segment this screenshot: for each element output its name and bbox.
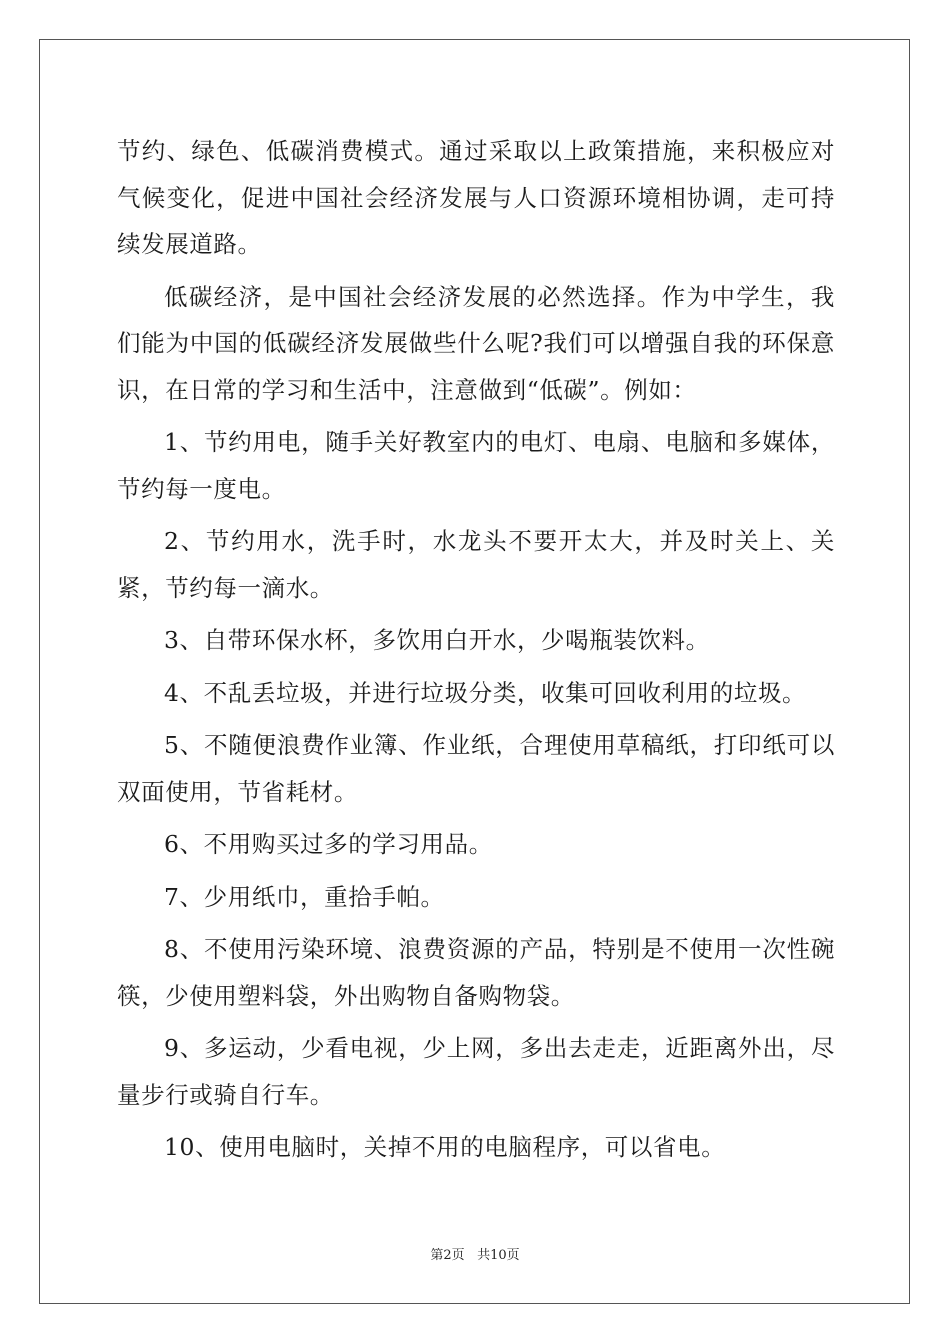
list-item: 3、自带环保水杯，多饮用白开水，少喝瓶装饮料。 (164, 626, 710, 654)
document-body (117, 128, 835, 1177)
list-item: 1、节约用电，随手关好教室内的电灯、电扇、电脑和多媒体，节约每一度电。 (117, 428, 835, 503)
list-item: 6、不用购买过多的学习用品。 (164, 830, 493, 858)
list-item: 2、节约用水，洗手时，水龙头不要开太大，并及时关上、关紧，节约每一滴水。 (117, 527, 835, 602)
list-item: 10、使用电脑时，关掉不用的电脑程序，可以省电。 (164, 1133, 726, 1161)
list-item: 5、不随便浪费作业簿、作业纸，合理使用草稿纸，打印纸可以双面使用，节省耗材。 (117, 731, 835, 806)
list-item: 8、不使用污染环境、浪费资源的产品，特别是不使用一次性碗筷，少使用塑料袋，外出购物自备购物袋。 (117, 935, 835, 1010)
list-item: 9、多运动，少看电视，少上网，多出去走走，近距离外出，尽量步行或骑自行车。 (117, 1034, 835, 1109)
page-number: 第2页 (430, 1248, 465, 1263)
paragraph: 节约、绿色、低碳消费模式。通过采取以上政策措施，来积极应对气候变化，促进中国社会经济发展与人口资源环境相协调，走可持续发展道路。 (117, 137, 835, 258)
paragraph: 低碳经济，是中国社会经济发展的必然选择。作为中学生，我们能为中国的低碳经济发展做些什么呢?我们可以增强自我的环保意识，在日常的学习和生活中，注意做到“低碳”。例如： (117, 282, 835, 404)
page-footer (0, 1244, 950, 1263)
page-total: 共10页 (477, 1248, 520, 1263)
list-item: 4、不乱丢垃圾，并进行垃圾分类，收集可回收利用的垃圾。 (164, 678, 807, 707)
list-item: 7、少用纸巾，重拾手帕。 (164, 882, 445, 911)
